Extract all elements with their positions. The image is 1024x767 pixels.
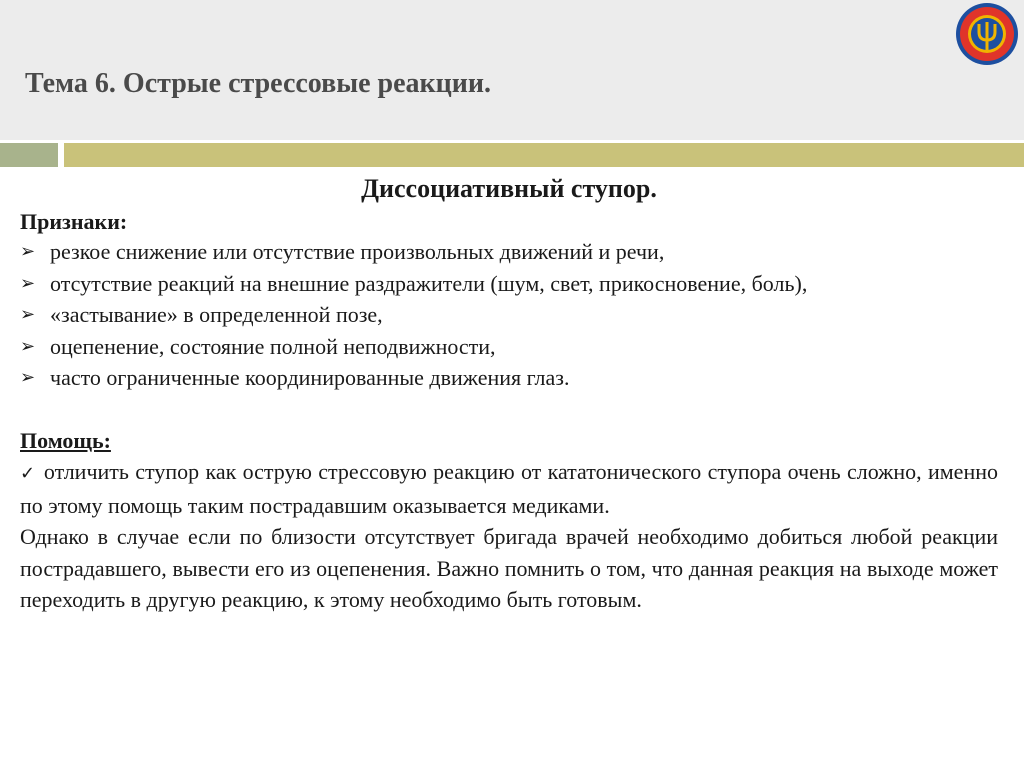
accent-bar-right	[64, 143, 1024, 167]
section-subtitle: Диссоциативный ступор.	[361, 174, 657, 203]
psi-emblem-icon	[955, 2, 1019, 66]
checkmark-icon: ✓	[20, 463, 36, 484]
arrow-bullet-icon: ➢	[20, 367, 36, 388]
list-item: ➢ «застывание» в определенной позе,	[20, 299, 998, 331]
list-item: ➢ часто ограниченные координированные движения глаз.	[20, 362, 998, 394]
help-paragraph: Однако в случае если по близости отсутствует бригада врачей необходимо добиться любой реакции пострадавшего, вывести его из оцепенения. Важно помнить о том, что данная реакция на выходе может переходить в другую реакцию, к этому необходимо быть готовым.	[20, 524, 998, 612]
accent-bar-left	[0, 143, 58, 167]
list-item: ➢ резкое снижение или отсутствие произвольных движений и речи,	[20, 236, 998, 268]
arrow-bullet-icon: ➢	[20, 272, 36, 294]
arrow-bullet-icon: ➢	[20, 241, 36, 262]
list-item: ➢ оцепенение, состояние полной неподвижности,	[20, 331, 998, 363]
slide-title: Тема 6. Острые стрессовые реакции.	[25, 68, 492, 99]
arrow-bullet-icon: ➢	[20, 304, 36, 325]
help-heading: Помощь:	[20, 427, 111, 453]
list-item: ➢ отсутствие реакций на внешние раздражители (шум, свет, прикосновение, боль),	[20, 268, 998, 300]
slide-body	[20, 170, 998, 616]
arrow-bullet-icon: ➢	[20, 335, 36, 357]
signs-heading: Признаки:	[20, 209, 128, 234]
signs-list	[20, 236, 998, 394]
help-item: ✓ отличить ступор как острую стрессовую реакцию от кататонического ступора очень сложно, именно по этому помощь таким пострадавшим оказывается медиками.	[20, 459, 998, 518]
